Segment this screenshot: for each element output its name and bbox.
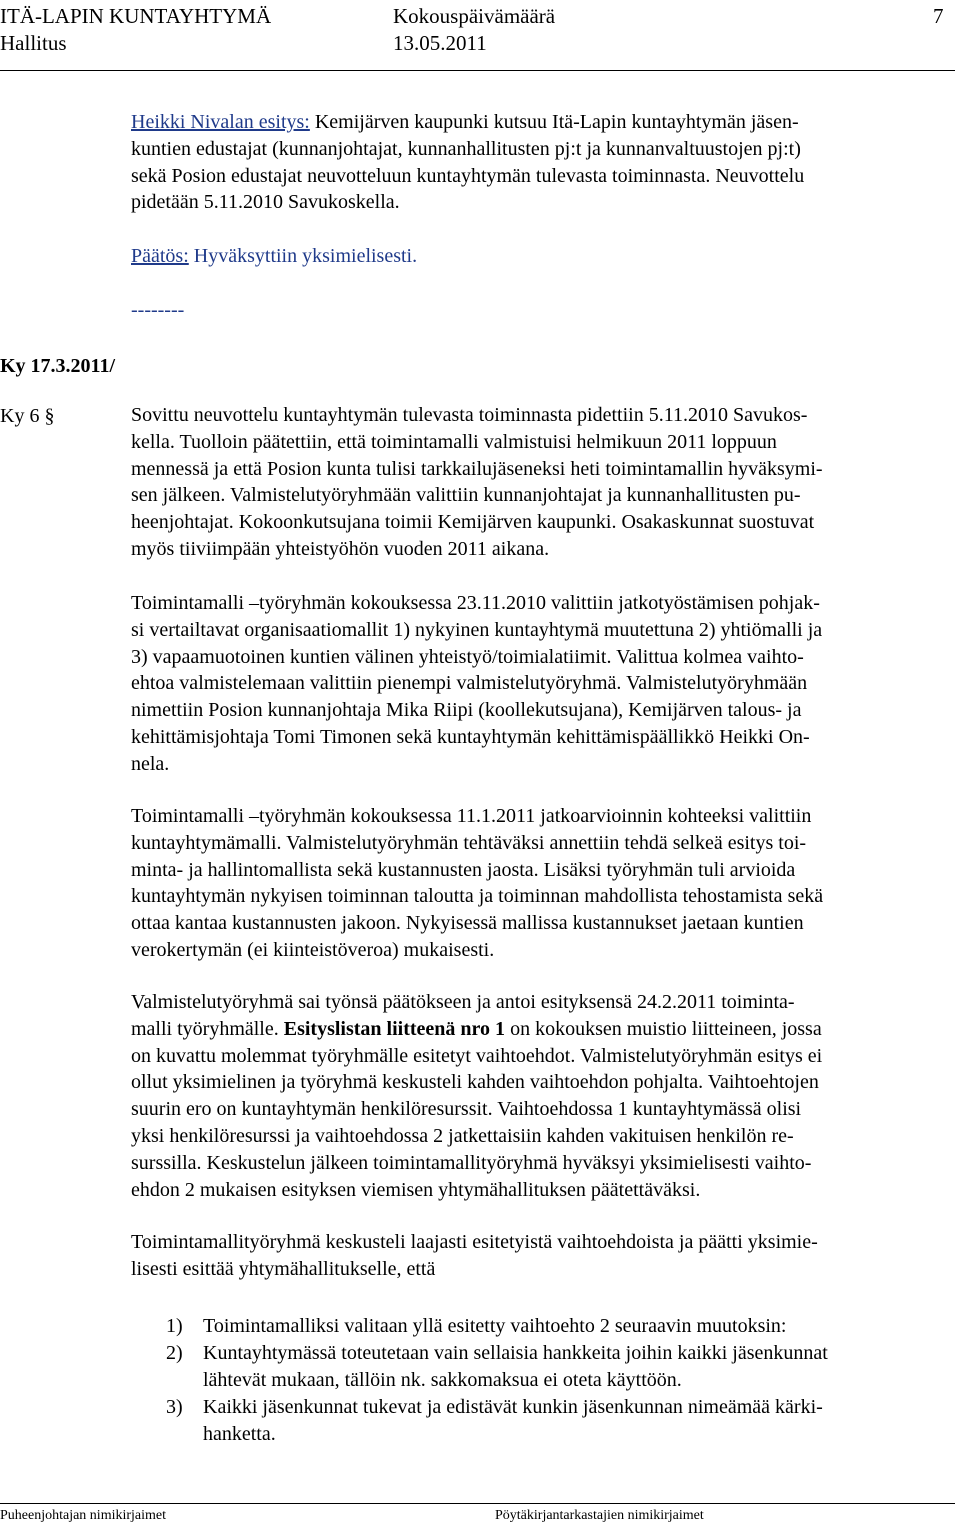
paragraph-5 (131, 1229, 957, 1283)
list-text: Kuntayhtymässä toteutetaan vain sellaisia hankkeita joihin kaikki jäsenkunnat (203, 1342, 828, 1364)
proposal-line: Kemijärven kaupunki kutsuu Itä-Lapin kuntayhtymän jäsen- (309, 111, 799, 133)
paragraph-line: 3) vapaamuotoinen kuntien välinen yhteistyö/toimialatiimit. Valittua kolmea vaihto- (131, 645, 804, 668)
list-item (166, 1313, 956, 1343)
paragraph-line: ottaa kantaa kustannusten jakoon. Nykyisessä mallissa kustannukset jaetaan kuntien (131, 912, 804, 935)
paragraph-line: ollut yksimielinen ja työryhmä keskusteli kahden vaihtoehdon pohjalta. Vaihtoehtojen (131, 1071, 819, 1094)
section-reference: Ky 17.3.2011/ (0, 355, 116, 377)
paragraph-line: suurin ero on kuntayhtymän henkilöresurssit. Vaihtoehdossa 1 kuntayhtymässä olisi (131, 1098, 802, 1121)
paragraph-line: ehtoa valmistelemaan valittiin pienempi valmistelutyöryhmä. Valmistelutyöryhmään (131, 672, 808, 695)
list-number: 1) (166, 1315, 183, 1337)
paragraph-3 (131, 803, 957, 964)
list-number: 3) (166, 1396, 183, 1418)
paragraph-line: on kuvattu molemmat työryhmälle esitetyt vaihtoehdot. Valmistelutyöryhmän esitys ei (131, 1044, 823, 1067)
paragraph-line: Valmistelutyöryhmä sai työnsä päätökseen ja antoi esityksensä 24.2.2011 toiminta- (131, 991, 795, 1013)
attachment-reference: Esityslistan liitteenä nro 1 (283, 1017, 506, 1040)
paragraph-line: yksi henkilöresurssi ja vaihtoehdossa 2 jatkettaisiin kahden vakituisen henkilön re- (131, 1124, 794, 1147)
decision-text: Hyväksyttiin yksimielisesti. (188, 245, 418, 267)
paragraph-line: kehittämisjohtaja Tomi Timonen sekä kuntayhtymän kehittämispäällikkö Heikki On- (131, 725, 810, 748)
list-item (166, 1394, 956, 1450)
proposal-line: pidetään 5.11.2010 Savukoskella. (131, 191, 400, 214)
paragraph-segment: malli työryhmälle. (131, 1017, 284, 1040)
paragraph-line: verokertymän (ei kiinteistöveroa) mukaisesti. (131, 938, 495, 961)
paragraph-line: heenjohtajat. Kokoonkutsujana toimii Kemijärven kaupunki. Osakaskunnat suostuvat (131, 511, 815, 534)
paragraph-line: kuntayhtymän nykyisen toiminnan taloutta ja toiminnan mahdollista tehostamista sekä (131, 885, 824, 908)
section-title: Sovittu neuvottelu kuntayhtymän tulevasta toiminnasta pidettiin 5.11.2010 Savukos- (131, 404, 808, 426)
paragraph-4 (131, 989, 957, 1203)
paragraph-line: lisesti esittää yhtymähallitukselle, että (131, 1257, 436, 1280)
section-body (131, 402, 957, 563)
decision-block (131, 243, 957, 270)
list-item (166, 1340, 956, 1396)
footer-reviewer-initials: Pöytäkirjantarkastajien nimikirjaimet (495, 1508, 704, 1523)
section-number: Ky 6 § (0, 405, 55, 427)
org-name: ITÄ-LAPIN KUNTAYHTYMÄ (0, 4, 272, 28)
decision-separator: -------- (131, 299, 185, 321)
page-number: 7 (933, 4, 944, 28)
paragraph-line: si vertailtavat organisaatiomallit 1) nykyinen kuntayhtymä muutettuna 2) yhtiömalli ja (131, 618, 823, 641)
paragraph-segment: on kokouksen muistio liitteineen, jossa (505, 1017, 822, 1040)
list-number: 2) (166, 1342, 183, 1364)
paragraph-line: Toimintamalli –työryhmän kokouksessa 11.1.2011 jatkoarvioinnin kohteeksi valittiin (131, 805, 812, 827)
proposal-block (131, 109, 957, 216)
proposal-line: kuntien edustajat (kunnanjohtajat, kunnanhallitusten pj:t ja kunnanvaltuustojen pj:t) (131, 137, 801, 160)
decision-label: Päätös: (131, 245, 189, 267)
paragraph-line: Toimintamallityöryhmä keskusteli laajasti esitetyistä vaihtoehdoista ja päätti yksimie- (131, 1231, 818, 1253)
paragraph-line: kella. Tuolloin päätettiin, että toimintamalli valmistuisi helmikuun 2011 loppuun (131, 430, 777, 453)
header-rule (0, 70, 955, 71)
footer-chair-initials: Puheenjohtajan nimikirjaimet (0, 1508, 167, 1523)
paragraph-line: myös tiiviimpään yhteistyöhön vuoden 2011 aikana. (131, 537, 550, 560)
meeting-date-label: Kokouspäivämäärä (393, 4, 556, 28)
paragraph-2 (131, 590, 957, 778)
list-text: lähtevät mukaan, tällöin nk. sakkomaksua ei oteta käyttöön. (203, 1368, 682, 1391)
proposal-label: Heikki Nivalan esitys: (131, 111, 310, 133)
paragraph-line: Toimintamalli –työryhmän kokouksessa 23.11.2010 valittiin jatkotyöstämisen pohjak- (131, 592, 820, 614)
paragraph-line: nimettiin Posion kunnanjohtaja Mika Riipi (koollekutsujana), Kemijärven talous- ja (131, 699, 802, 722)
paragraph-line: mennessä ja että Posion kunta tulisi tarkkailujäseneksi heti toimintamallin hyväksymi- (131, 457, 823, 480)
body-name: Hallitus (0, 31, 67, 55)
list-text: Kaikki jäsenkunnat tukevat ja edistävät kunkin jäsenkunnan nimeämää kärki- (203, 1396, 823, 1418)
paragraph-line: sen jälkeen. Valmistelutyöryhmään valittiin kunnanjohtajat ja kunnanhallitusten pu- (131, 484, 801, 507)
proposal-line: sekä Posion edustajat neuvotteluun kuntayhtymän tulevasta toiminnasta. Neuvottelu (131, 164, 805, 187)
list-text: hanketta. (203, 1422, 276, 1445)
list-text: Toimintamalliksi valitaan yllä esitetty vaihtoehto 2 seuraavin muutoksin: (203, 1315, 787, 1337)
paragraph-line: surssilla. Keskustelun jälkeen toimintamallityöryhmä hyväksyi yksimielisesti vaihto- (131, 1151, 812, 1174)
paragraph-line: minta- ja hallintomallista sekä kustannusten jaosta. Lisäksi työryhmän tuli arvioida (131, 858, 796, 881)
meeting-date: 13.05.2011 (393, 31, 487, 55)
paragraph-line: nela. (131, 752, 170, 775)
paragraph-line: kuntayhtymämalli. Valmistelutyöryhmän tehtäväksi annettiin tehdä selkeä esitys toi- (131, 831, 807, 854)
footer-rule (0, 1503, 955, 1504)
paragraph-line: ehdon 2 mukaisen esityksen viemisen yhtymähallituksen päätettäväksi. (131, 1178, 701, 1201)
